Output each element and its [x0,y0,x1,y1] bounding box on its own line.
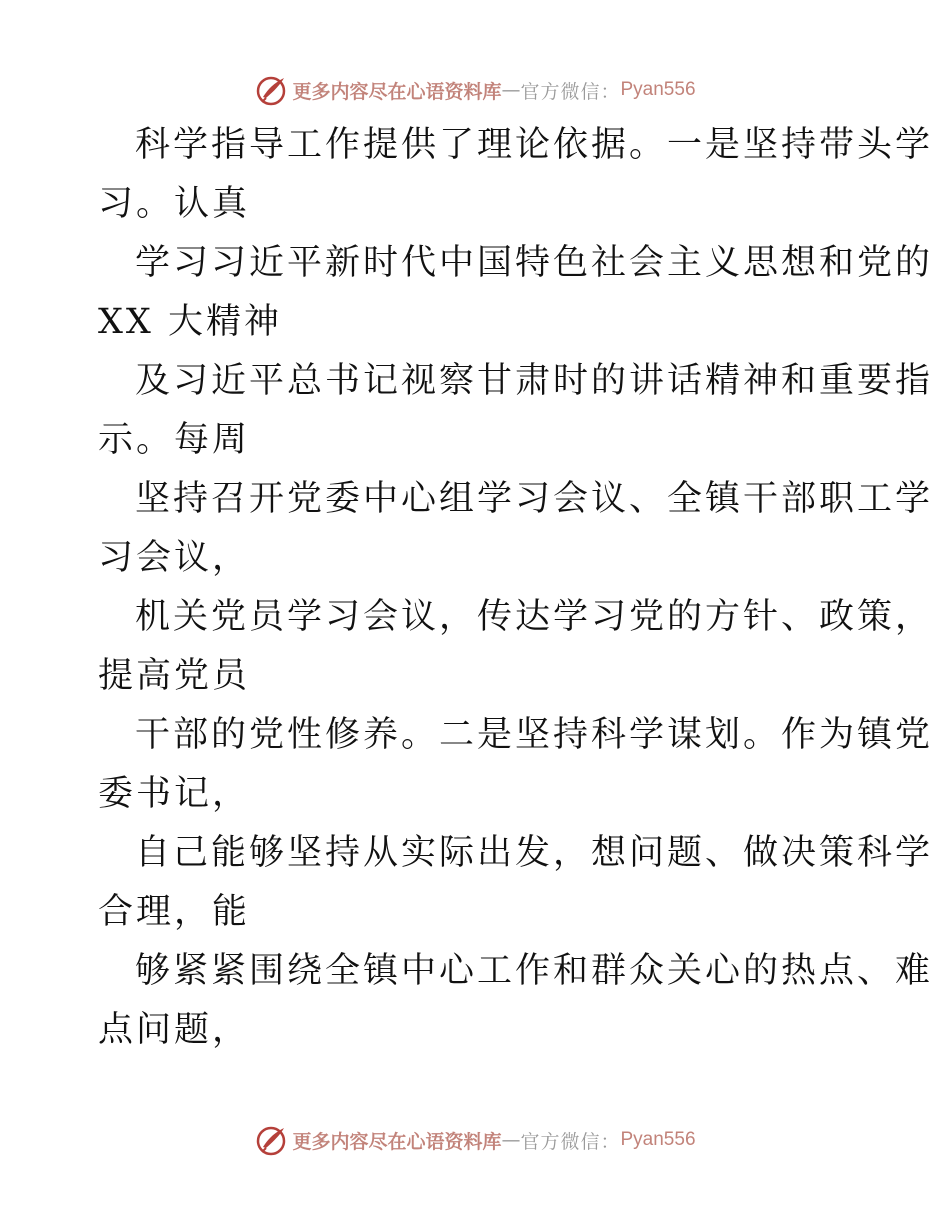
footer-watermark [0,1120,950,1160]
quill-pen-logo-icon [254,1123,288,1157]
text-line: 坚持召开党委中心组学习会议、全镇干部职工学 [135,479,934,519]
text-line: 学习习近平新时代中国特色社会主义思想和党的 [135,243,934,283]
text-line: 提高党员 [98,656,251,696]
text-line: 习。认真 [98,184,251,224]
text-line: 示。每周 [98,420,251,460]
text-line: 习会议， [98,538,251,578]
watermark-site-name: 更多内容尽在心语资料库 [292,80,502,103]
text-line: 自己能够坚持从实际出发，想问题、做决策科学 [135,833,934,873]
watermark-wechat-id: Pyan556 [620,1129,696,1150]
text-line: 委书记， [98,774,251,814]
document-body [98,116,934,1060]
text-line: XX 大精神 [98,302,282,342]
watermark-site-name: 更多内容尽在心语资料库 [292,1130,502,1153]
text-line: 干部的党性修养。二是坚持科学谋划。作为镇党 [135,715,934,755]
watermark-wechat-id: Pyan556 [620,79,696,100]
text-line: 机关党员学习会议，传达学习党的方针、政策， [135,597,934,637]
text-line: 点问题， [98,1010,251,1050]
text-line: 科学指导工作提供了理论依据。一是坚持带头学 [135,125,934,165]
watermark-wechat-label: 官方微信： [520,80,621,103]
watermark-separator: — [501,79,521,101]
quill-pen-logo-icon [254,73,288,107]
watermark-separator: — [501,1129,521,1151]
watermark-wechat-label: 官方微信： [520,1130,621,1153]
header-watermark [0,70,950,110]
text-line: 够紧紧围绕全镇中心工作和群众关心的热点、难 [135,951,934,991]
text-line: 及习近平总书记视察甘肃时的讲话精神和重要指 [135,361,934,401]
text-line: 合理，能 [98,892,251,932]
